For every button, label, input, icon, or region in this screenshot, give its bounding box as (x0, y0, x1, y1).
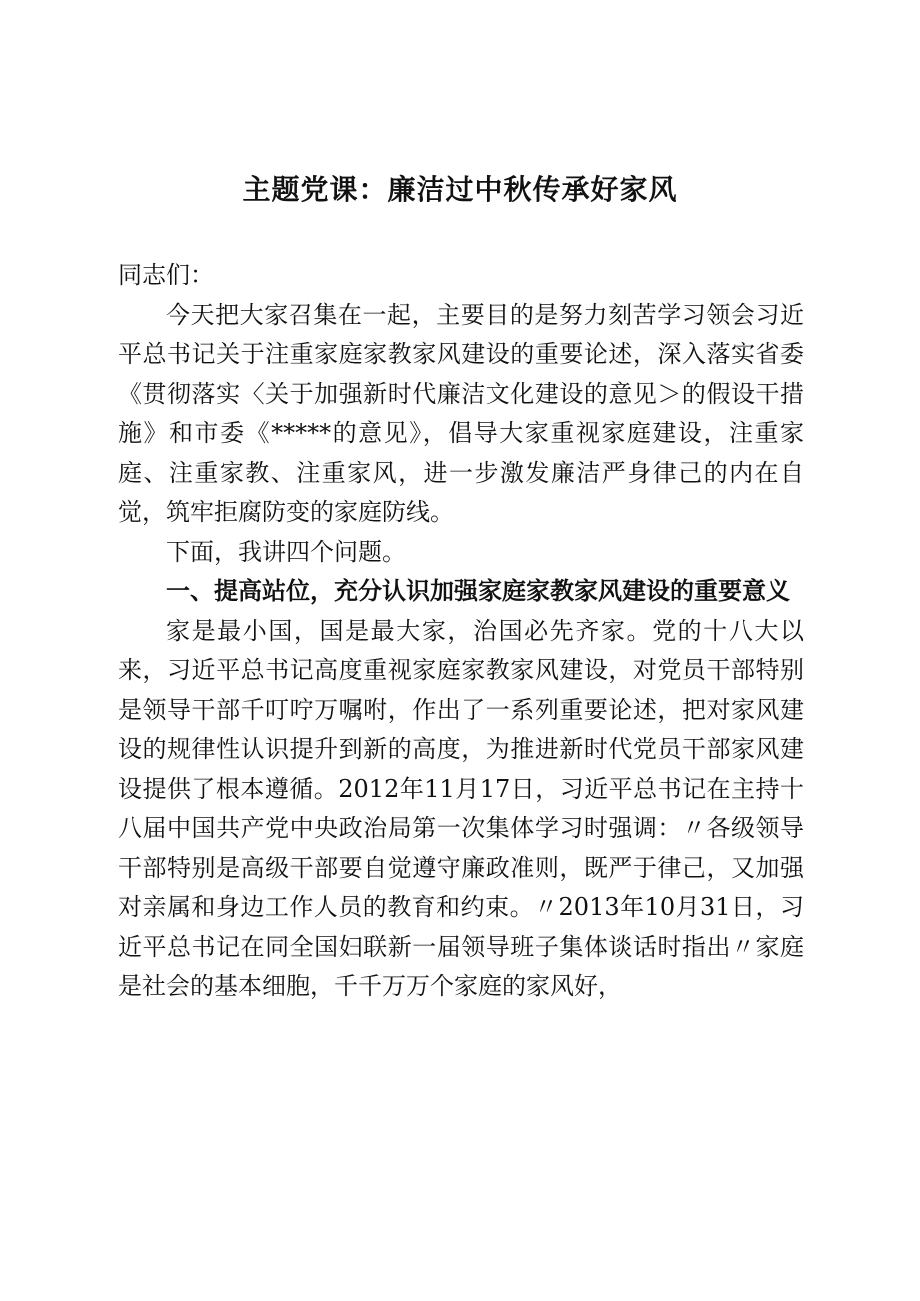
section-1-heading: 一、提高站位，充分认识加强家庭家教家风建设的重要意义 (166, 577, 790, 605)
document-title: 主题党课：廉洁过中秋传承好家风 (242, 173, 678, 206)
intro-paragraph: 今天把大家召集在一起，主要目的是努力刻苦学习领会习近平总书记关于注重家庭家教家风建设的重要论述，深入落实省委《贯彻落实〈关于加强新时代廉洁文化建设的意见＞的假设干措施》和市委《*****的意见》，倡导大家重视家庭建设，注重家庭、注重家教、注重家风，进一步激发廉洁严身律己的内在自觉，筑牢拒腐防变的家庭防线。 (118, 300, 804, 526)
salutation: 同志们： (118, 261, 214, 289)
section-1-paragraph: 家是最小国，国是最大家，治国必先齐家。党的十八大以来，习近平总书记高度重视家庭家教家风建设，对党员干部特别是领导干部千叮咛万嘱咐，作出了一系列重要论述，把对家风建设的规律性认识提升到新的高度，为推进新时代党员干部家风建设提供了根本遵循。2012年11月17日，习近平总书记在主持十八届中国共产党中央政治局第一次集体学习时强调：〃各级领导干部特别是高级干部要自觉遵守廉政准则，既严于律己，又加强对亲属和身边工作人员的教育和约束。〃2013年10月31日，习近平总书记在同全国妇联新一届领导班子集体谈话时指出〃家庭是社会的基本细胞，千千万万个家庭的家风好， (118, 616, 804, 1000)
document-body (118, 256, 804, 1007)
outline-paragraph: 下面，我讲四个问题。 (166, 537, 406, 566)
